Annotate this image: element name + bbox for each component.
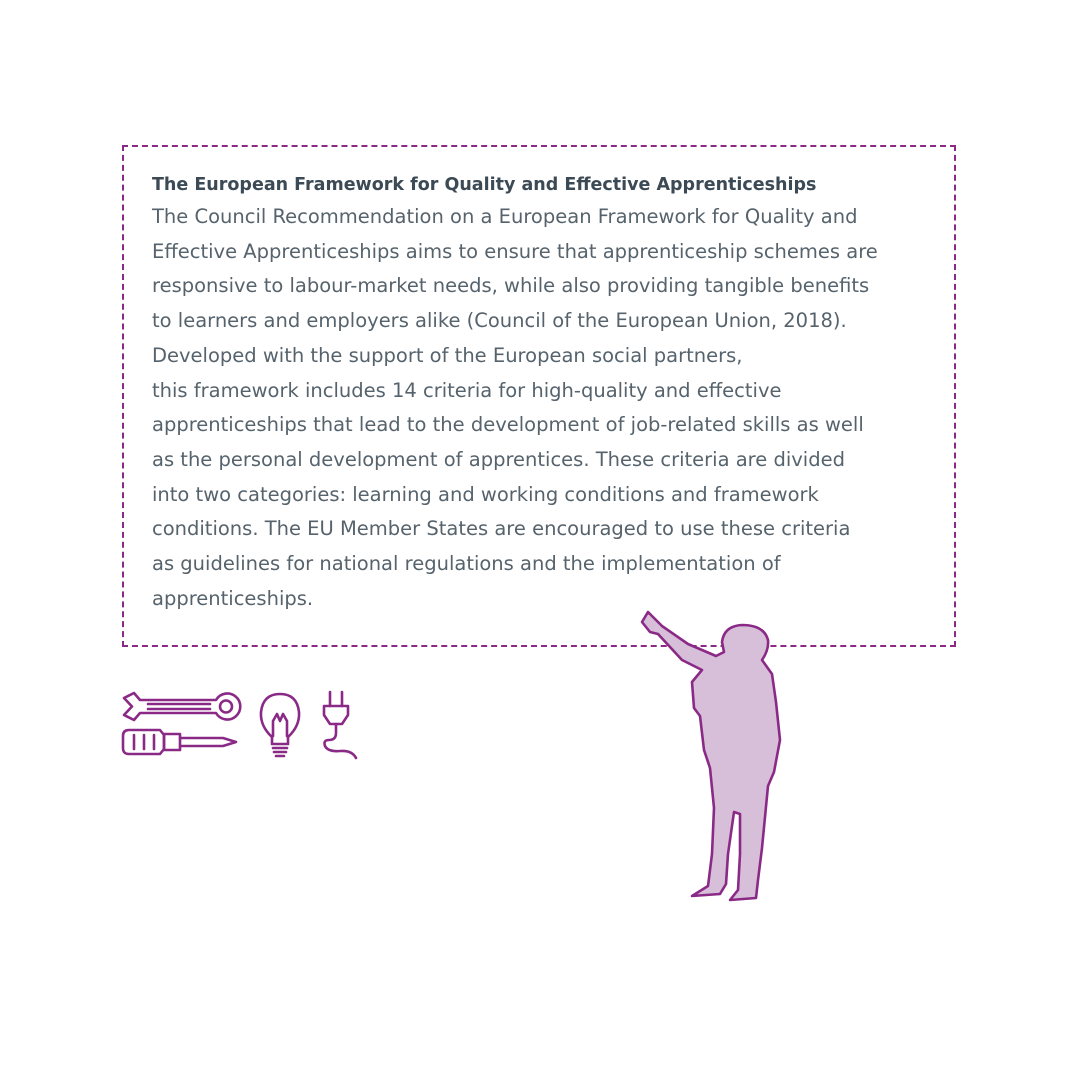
lightbulb-icon <box>261 694 299 756</box>
body-line: to learners and employers alike (Council of the European Union, 2018). <box>152 309 847 333</box>
body-line: conditions. The EU Member States are encouraged to use these criteria <box>152 517 851 541</box>
info-box-body <box>152 200 878 616</box>
tool-icons-group <box>120 688 365 763</box>
person-silhouette <box>642 612 780 900</box>
body-line: responsive to labour-market needs, while also providing tangible benefits <box>152 274 870 298</box>
pointing-person-figure <box>636 608 786 904</box>
info-box-title: The European Framework for Quality and Effective Apprenticeships <box>152 175 817 195</box>
screwdriver-icon <box>123 730 236 754</box>
electric-plug-icon <box>324 692 356 758</box>
body-line: The Council Recommendation on a European Framework for Quality and <box>152 205 858 228</box>
body-line: Effective Apprenticeships aims to ensure that apprenticeship schemes are <box>152 239 878 263</box>
wrench-icon <box>124 693 240 720</box>
body-line: Developed with the support of the European social partners, <box>152 343 743 367</box>
body-line: apprenticeships that lead to the development of job-related skills as well <box>152 413 864 437</box>
body-line: apprenticeships. <box>152 586 314 610</box>
body-line: into two categories: learning and working conditions and framework <box>152 482 819 506</box>
body-line: this framework includes 14 criteria for high-quality and effective <box>152 378 782 402</box>
body-line: as the personal development of apprentices. These criteria are divided <box>152 447 845 471</box>
body-line: as guidelines for national regulations and the implementation of <box>152 552 781 576</box>
